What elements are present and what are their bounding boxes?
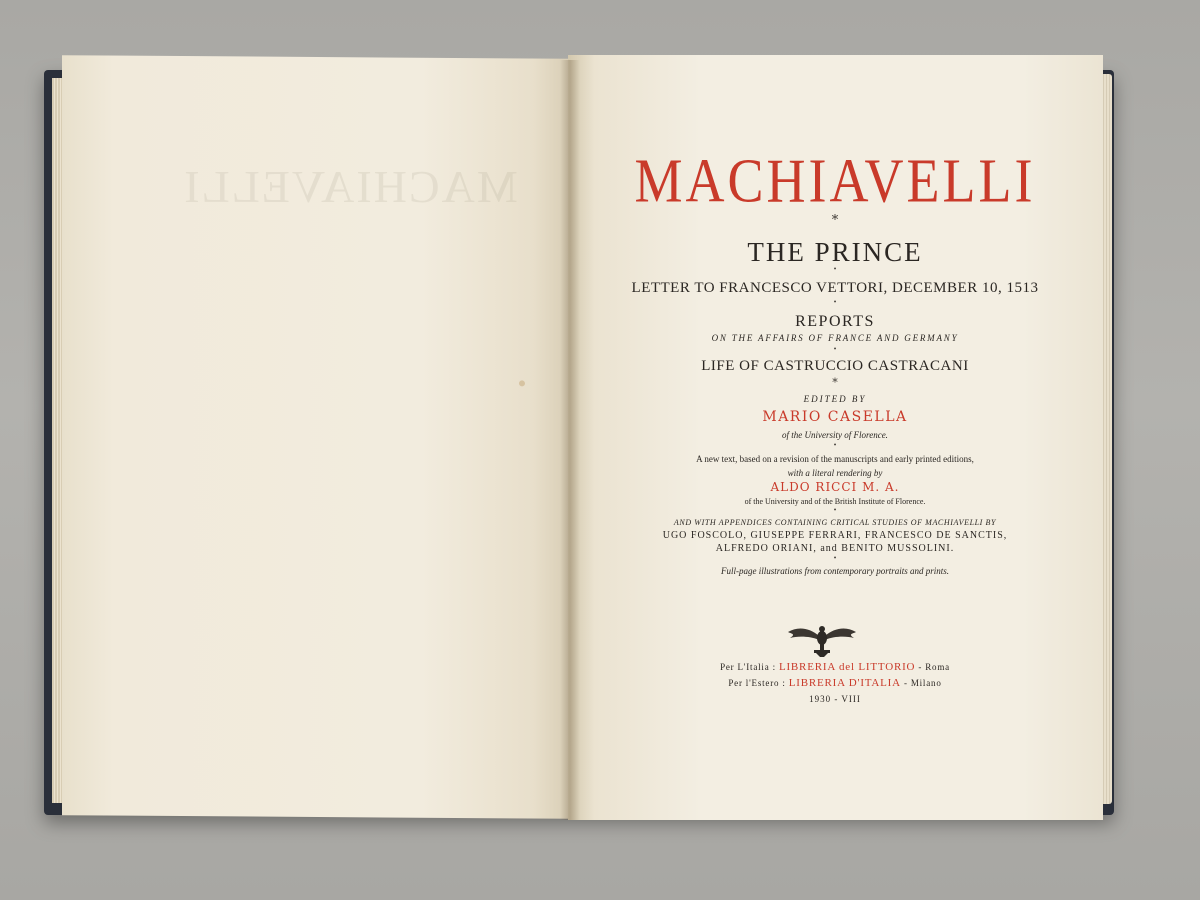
publisher-abroad-city: - Milano bbox=[903, 678, 942, 688]
appendices-names-line-1: UGO FOSCOLO, GIUSEPPE FERRARI, FRANCESCO DE SANCTIS, bbox=[662, 530, 1008, 541]
ornament-separator: * bbox=[831, 213, 839, 228]
publisher-italy-line bbox=[600, 661, 1070, 673]
show-through-text: MACHIAVELLI bbox=[182, 161, 518, 212]
translator-affiliation: of the University and of the British Institute of Florence. bbox=[744, 497, 926, 506]
publication-year: 1930 - VIII bbox=[809, 694, 861, 704]
work-subtitle-reports: ON THE AFFAIRS OF FRANCE AND GERMANY bbox=[711, 333, 959, 343]
translator-name: ALDO RICCI M. A. bbox=[770, 480, 900, 494]
publisher-abroad-prefix: Per l'Estero : bbox=[728, 678, 786, 688]
eagle-icon bbox=[786, 622, 858, 658]
dot-separator: • bbox=[833, 507, 837, 514]
editor-affiliation: of the University of Florence. bbox=[782, 430, 888, 440]
ornament-separator: * bbox=[832, 376, 838, 389]
literal-rendering-label: with a literal rendering by bbox=[787, 468, 883, 478]
dot-separator: • bbox=[833, 442, 837, 449]
dot-separator: • bbox=[833, 299, 837, 306]
work-title-life: LIFE OF CASTRUCCIO CASTRACANI bbox=[701, 358, 969, 374]
publisher-italy-name: LIBRERIA del LITTORIO bbox=[778, 661, 916, 673]
editor-name: MARIO CASELLA bbox=[762, 409, 908, 425]
dot-separator: • bbox=[833, 555, 837, 562]
author-title: MACHIAVELLI bbox=[634, 146, 1036, 216]
work-title-prince: THE PRINCE bbox=[747, 237, 923, 267]
dot-separator: • bbox=[833, 266, 837, 273]
publisher-abroad-line bbox=[600, 677, 1070, 689]
foxing-spot bbox=[519, 380, 525, 386]
appendices-intro: AND WITH APPENDICES CONTAINING CRITICAL STUDIES OF MACHIAVELLI BY bbox=[673, 518, 997, 527]
illustrations-note: Full-page illustrations from contemporary portraits and prints. bbox=[721, 566, 949, 576]
book-gutter bbox=[560, 60, 580, 820]
appendices-names-line-2: ALFREDO ORIANI, and BENITO MUSSOLINI. bbox=[715, 543, 955, 554]
publisher-abroad-name: LIBRERIA D'ITALIA bbox=[788, 677, 901, 689]
edited-by-label: EDITED BY bbox=[803, 394, 867, 404]
publisher-italy-city: - Roma bbox=[918, 662, 950, 672]
work-title-letter: LETTER TO FRANCESCO VETTORI, DECEMBER 10, 1513 bbox=[631, 280, 1039, 296]
dot-separator: • bbox=[833, 346, 837, 353]
text-note: A new text, based on a revision of the manuscripts and early printed editions, bbox=[696, 454, 974, 464]
publisher-italy-prefix: Per L'Italia : bbox=[720, 662, 776, 672]
work-title-reports: REPORTS bbox=[795, 313, 875, 330]
